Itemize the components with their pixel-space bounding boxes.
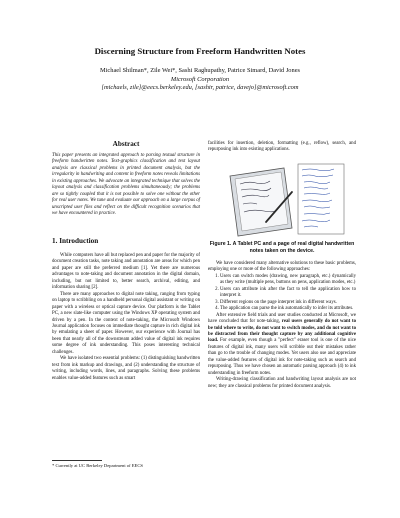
footnote-rule: [52, 460, 102, 461]
approaches-list: [208, 274, 356, 313]
tablet-pc-figure: [222, 162, 347, 237]
findings-rest: For example, even though a "perfect" eraser tool is one of the nice features of digital ink, many users will scribble out their mistakes rather than go to the trouble of changing modes. Yet users also use and appreciate the value-added features of digital ink for note-taking such as search and repurposing. Thus we have chosen an automatic parsing approach (4) to ink understanding in freeform notes.: [208, 338, 356, 376]
author-block: [0, 67, 400, 93]
approach-item: 4. The application can parse the ink automatically to infer its attributes.: [220, 306, 356, 312]
approach-item: 3. Different regions on the page interpret ink in different ways.: [220, 300, 356, 306]
analysis-paragraph: Writing-drawing classification and handwriting layout analysis are not new; they are classical problems for printed document analysis.: [208, 377, 356, 389]
abstract-heading: Abstract: [112, 140, 140, 148]
intro-left-column: [52, 253, 200, 382]
author-names: Michael Shilman*, Zile Wei*, Sashi Raghupathy, Patrice Simard, David Jones: [99, 67, 301, 74]
handwritten-notes-page: [298, 164, 344, 234]
findings-paragraph: [208, 313, 356, 378]
intro-heading: 1. Introduction: [52, 237, 99, 245]
findings-emphasis: real users generally do not want to be told where to write, do not want to switch modes, and do not want to be distracted from their thought capture by any additional cognitive load.: [208, 319, 357, 344]
footnote: * Currently at UC Berkeley Department of EECS: [52, 463, 143, 468]
approaches-intro: We have considered many alternative solutions to these basic problems, employing one or more of the following approaches:: [208, 261, 356, 273]
author-emails: [michaels, zile]@eecs.berkeley.edu, [sashir, patrice, davejo]@microsoft.com: [101, 84, 299, 92]
findings-lead: After extensive field trials and user studies conducted at Microsoft, we have concluded that for note-taking,: [208, 312, 356, 325]
continued-text: facilities for insertion, deletion, formatting (e.g., reflow), search, and repurposing ink into existing applications.: [208, 141, 356, 153]
abstract-text: This paper presents an integrated approach to parsing textual structure in freeform handwritten notes. Text-graphics classification and text layout analysis are classical problems in printed document analysis, but the irregularity in handwriting and content in freeform notes reveals limitations in existing approaches. We advocate an integrated technique that solves the layout analysis and classification problems simultaneously; the problems are so tightly coupled that it is not possible to solve one without the other for real user notes. We tune and evaluate our approach on a large corpus of unscripted user files and reflect on the difficult recognition scenarios that we have encountered in practice.: [52, 153, 200, 217]
intro-paragraph: We have isolated two essential problems: (1) distinguishing handwritten text from ink markup and drawings, and (2) understanding the structure of writing, including words, lines, and paragraphs. Solving these problems enables value-added features such as smart: [52, 356, 200, 381]
approach-item: 2. Users can attribute ink after the fact to tell the application how to interpret it.: [220, 287, 356, 300]
paper-title: Discerning Structure from Freeform Handwritten Notes: [94, 46, 306, 56]
tablet-device-illustration: [230, 168, 292, 236]
approach-item: 1. Users can switch modes (drawing, new paragraph, etc.) dynamically as they write (multiple pens, buttons on pens, application modes, etc.): [220, 274, 356, 287]
intro-paragraph: There are many approaches to digital note taking, ranging from typing on laptop to scribbling on a handheld personal digital assistant or writing on paper with a wireless or optical capture device. Our platform is the Tablet PC, a new slate-like computer using the Windows XP operating system and driven by a pen. In the context of note-taking, the Microsoft Windows Journal application focuses on immediate thought capture in rich digital ink by emulating a sheet of paper. However, our experience with Journal has been that nearly all of the downstream added value of digital ink requires some degree of ink understanding. This poses interesting technical challenges.: [52, 291, 200, 355]
intro-paragraph: While computers have all but replaced pen and paper for the majority of document creation tasks, note taking and annotation are areas for which pen and paper are still the preferred medium [1]. Yet there are numerous advantages to note-taking and document annotation in the digital domain, including, but not limited to, better search, archival, editing, and information sharing [2].: [52, 253, 200, 291]
affiliation: Microsoft Corporation: [170, 75, 230, 83]
figure-caption: Figure 1. A Tablet PC and a page of real digital handwritten notes taken on the device.: [209, 241, 355, 254]
intro-right-column: [208, 261, 356, 390]
